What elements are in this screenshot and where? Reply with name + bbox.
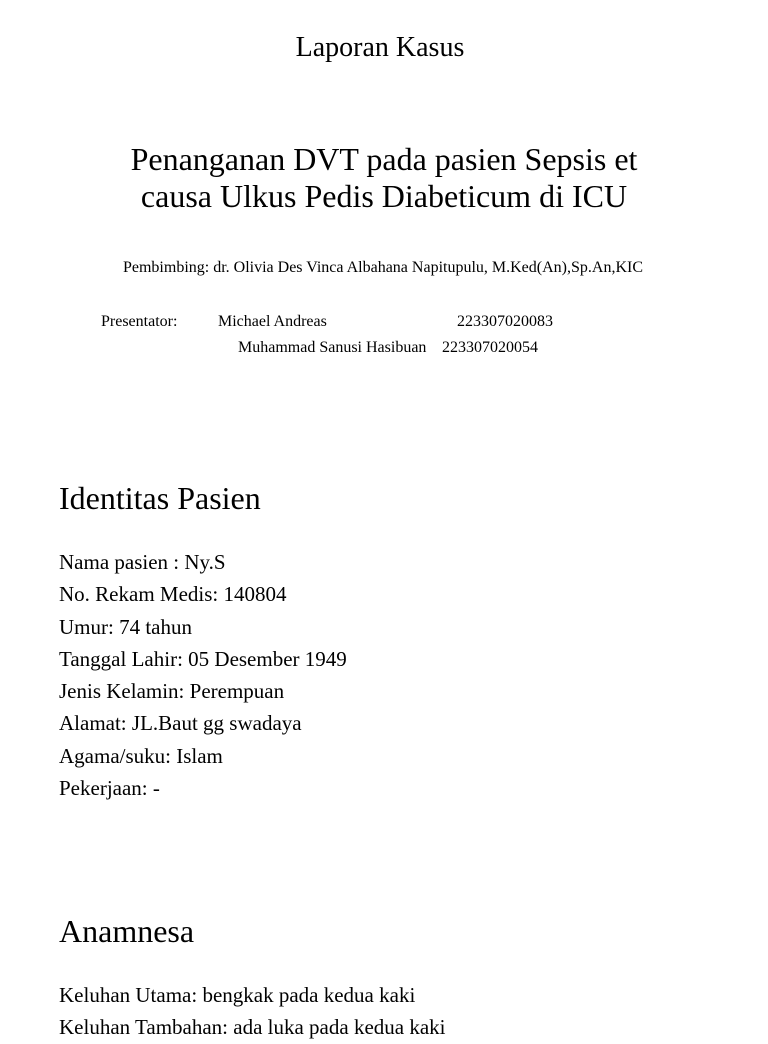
report-title-line-2: causa Ulkus Pedis Diabeticum di ICU: [140, 178, 628, 214]
anamnesis-line: Keluhan Utama: bengkak pada kedua kaki: [59, 983, 416, 1007]
presenter-name-1: Michael Andreas: [218, 313, 327, 330]
identity-line: Agama/suku: Islam: [59, 743, 223, 768]
presenter-id-1: 223307020083: [457, 313, 553, 330]
identity-line: No. Rekam Medis: 140804: [59, 582, 287, 607]
anamnesis-list: [59, 979, 446, 1044]
identity-list: [59, 546, 347, 804]
supervisor-line: Pembimbing: dr. Olivia Des Vinca Albahana Napitupulu, M.Ked(An),Sp.An,KIC: [122, 259, 643, 276]
identity-line: Umur: 74 tahun: [59, 614, 192, 639]
anamnesis-line: Keluhan Tambahan: ada luka pada kedua kaki: [59, 1015, 446, 1040]
report-title-line-1: Penanganan DVT pada pasien Sepsis et: [130, 141, 638, 177]
identity-line: Pekerjaan: -: [59, 776, 160, 801]
presenter-label: Presentator:: [101, 313, 178, 330]
identity-line: Tanggal Lahir: 05 Desember 1949: [59, 646, 347, 671]
document-type: Laporan Kasus: [295, 32, 465, 63]
presenter-id-2: 223307020054: [442, 339, 538, 356]
identity-heading: Identitas Pasien: [59, 480, 261, 516]
anamnesis-heading: Anamnesa: [59, 913, 195, 949]
report-title: [0, 141, 768, 215]
identity-line: Jenis Kelamin: Perempuan: [59, 679, 285, 704]
identity-line: Alamat: JL.Baut gg swadaya: [59, 711, 302, 736]
identity-line: Nama pasien : Ny.S: [59, 550, 226, 574]
presenter-name-2: Muhammad Sanusi Hasibuan: [238, 339, 427, 356]
